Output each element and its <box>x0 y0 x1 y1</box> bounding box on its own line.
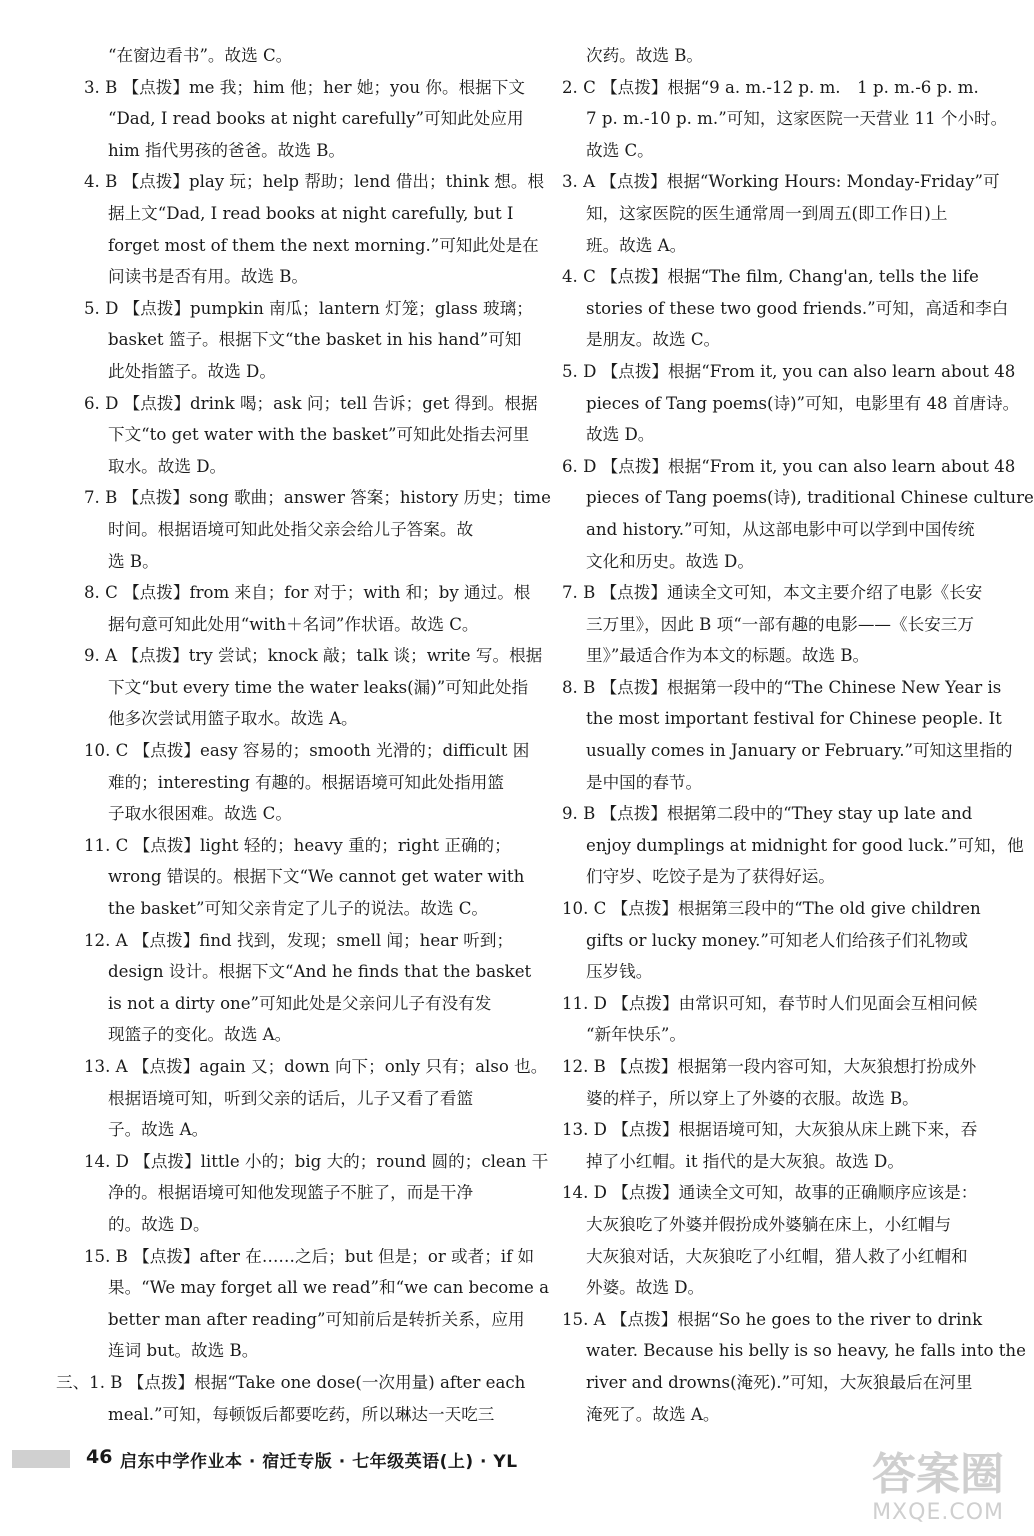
answer-line: 是中国的春节。 <box>586 772 703 792</box>
watermark-site: MXQE.COM <box>872 1500 1004 1525</box>
answer-line: 们守岁、吃饺子是为了获得好运。 <box>586 867 835 887</box>
answer-line: 下文“to get water with the basket”可知此处指去河里 <box>108 425 530 445</box>
answer-line: pieces of Tang poems(诗)”可知，电影里有 48 首唐诗。 <box>586 393 1020 413</box>
answer-line: meal.”可知，每顿饭后都要吃药，所以琳达一天吃三 <box>108 1404 495 1424</box>
answer-line: 3. A 【点拨】根据“Working Hours: Monday-Friday”可 <box>562 172 1000 192</box>
answer-line: pieces of Tang poems(诗), traditional Chinese culture <box>586 488 1034 508</box>
answer-line: 果。“We may forget all we read”和“we can become a <box>108 1278 549 1298</box>
answer-line: 12. B 【点拨】根据第一段内容可知，大灰狼想打扮成外 <box>562 1057 977 1076</box>
answer-line: 取水。故选 D。 <box>108 456 227 476</box>
answer-line: 净的。根据语境可知他发现篮子不脏了，而是干净 <box>108 1183 474 1203</box>
answer-line: basket 篮子。根据下文“the basket in his hand”可知 <box>108 330 522 350</box>
answer-line: 14. D 【点拨】通读全文可知，故事的正确顺序应该是： <box>562 1183 978 1203</box>
answer-line: usually comes in January or February.”可知这里指的 <box>586 741 1013 761</box>
answer-line: 5. D 【点拨】根据“From it, you can also learn about 48 <box>562 361 1016 381</box>
answer-line: 12. A 【点拨】find 找到，发现；smell 闻；hear 听到； <box>84 930 514 950</box>
answer-line: 子取水很困难。故选 C。 <box>108 804 292 824</box>
right-column <box>562 40 1034 1430</box>
answer-line: water. Because his belly is so heavy, he falls into the <box>586 1341 1026 1361</box>
answer-line: 压岁钱。 <box>586 962 653 982</box>
answer-line: 2. C 【点拨】根据“9 a. m.-12 p. m. 1 p. m.-6 p. m. <box>562 77 979 97</box>
answer-line: 10. C 【点拨】easy 容易的；smooth 光滑的；difficult 困 <box>84 741 530 761</box>
answer-line: 4. B 【点拨】play 玩；help 帮助；lend 借出；think 想。根 <box>84 172 545 192</box>
answer-line: 外婆。故选 D。 <box>586 1278 705 1298</box>
answer-line: 7. B 【点拨】song 歌曲；answer 答案；history 历史；time <box>84 488 551 508</box>
answer-line: 6. D 【点拨】根据“From it, you can also learn about 48 <box>562 456 1016 476</box>
answer-line: 是朋友。故选 C。 <box>586 330 721 350</box>
answer-line: 三万里》，因此 B 项“一部有趣的电影——《长安三万 <box>586 614 974 634</box>
answer-line: 7 p. m.-10 p. m.”可知，这家医院一天营业 11 个小时。 <box>586 109 1008 129</box>
left-column <box>56 40 551 1430</box>
answer-line: stories of these two good friends.”可知，高适和李白 <box>586 298 1009 318</box>
answer-line: 现篮子的变化。故选 A。 <box>108 1025 292 1045</box>
answer-line: enjoy dumplings at midnight for good luck.”可知，他 <box>586 835 1024 855</box>
answer-line: 7. B 【点拨】通读全文可知，本文主要介绍了电影《长安 <box>562 583 983 603</box>
answer-line: 大灰狼对话，大灰狼吃了小红帽，猎人救了小红帽和 <box>586 1246 968 1266</box>
watermark <box>828 1450 1004 1530</box>
answer-line: 此处指篮子。故选 D。 <box>108 361 276 381</box>
answer-line: 9. A 【点拨】try 尝试；knock 敲；talk 谈；write 写。根据 <box>84 646 543 666</box>
answer-line: 选 B。 <box>108 551 159 571</box>
answer-line: him 指代男孩的爸爸。故选 B。 <box>108 140 346 160</box>
answer-line: 11. C 【点拨】light 轻的；heavy 重的；right 正确的； <box>84 835 511 855</box>
answer-line: 8. C 【点拨】from 来自；for 对于；with 和；by 通过。根 <box>84 583 531 603</box>
answer-line: 据句意可知此处用“with＋名词”作状语。故选 C。 <box>108 614 479 634</box>
answer-line: 的。故选 D。 <box>108 1214 210 1234</box>
answer-line: 13. A 【点拨】again 又；down 向下；only 只有；also 也。 <box>84 1057 548 1076</box>
answer-line: 10. C 【点拨】根据第三段中的“The old give children <box>562 899 981 919</box>
answer-line: 班。故选 A。 <box>586 235 687 255</box>
answer-line: the basket”可知父亲肯定了儿子的说法。故选 C。 <box>108 899 488 919</box>
answer-line: 问读书是否有用。故选 B。 <box>108 267 308 287</box>
footer-bar <box>12 1450 70 1468</box>
answer-line: 4. C 【点拨】根据“The film, Chang'an, tells the life <box>562 267 979 287</box>
answer-line: 15. A 【点拨】根据“So he goes to the river to drink <box>562 1309 983 1329</box>
watermark-logo: 答案圈 <box>872 1449 1004 1500</box>
answer-line: 据上文“Dad, I read books at night carefully, but I <box>108 203 514 223</box>
answer-line: 次药。故选 B。 <box>586 46 704 65</box>
answer-line: 8. B 【点拨】根据第一段中的“The Chinese New Year is <box>562 677 1002 697</box>
answer-line: 5. D 【点拨】pumpkin 南瓜；lantern 灯笼；glass 玻璃； <box>84 298 533 318</box>
answer-line: 三、1. B 【点拨】根据“Take one dose(一次用量) after each <box>56 1372 526 1392</box>
answer-line: “Dad, I read books at night carefully”可知此处应用 <box>108 109 524 129</box>
answer-line: the most important festival for Chinese people. It <box>586 709 1002 729</box>
book-title: 启东中学作业本 · 宿迁专版 · 七年级英语(上) · YL <box>120 1452 518 1472</box>
answer-line: better man after reading”可知前后是转折关系，应用 <box>108 1309 525 1329</box>
answer-line: 他多次尝试用篮子取水。故选 A。 <box>108 709 358 729</box>
answer-line: is not a dirty one”可知此处是父亲问儿子有没有发 <box>108 993 492 1013</box>
answer-line: 掉了小红帽。it 指代的是大灰狼。故选 D。 <box>586 1151 904 1171</box>
answer-line: forget most of them the next morning.”可知此处是在 <box>108 235 539 255</box>
answer-line: 文化和历史。故选 D。 <box>586 551 754 571</box>
answer-line: “新年快乐”。 <box>586 1025 686 1045</box>
answer-line: 14. D 【点拨】little 小的；big 大的；round 圆的；clean 干 <box>84 1151 549 1171</box>
answer-line: 故选 D。 <box>586 425 655 445</box>
answer-line: 13. D 【点拨】根据语境可知，大灰狼从床上跳下来，吞 <box>562 1120 978 1140</box>
answer-line: 11. D 【点拨】由常识可知，春节时人们见面会互相问候 <box>562 993 978 1013</box>
answer-line: 6. D 【点拨】drink 喝；ask 问；tell 告诉；get 得到。根据 <box>84 393 538 413</box>
answer-line: gifts or lucky money.”可知老人们给孩子们礼物或 <box>586 930 969 950</box>
answer-line: 故选 C。 <box>586 140 654 160</box>
answer-line: 里》”最适合作为本文的标题。故选 B。 <box>586 646 870 666</box>
answer-line: 下文“but every time the water leaks(漏)”可知此处指 <box>108 677 529 697</box>
answer-line: 根据语境可知，听到父亲的话后，儿子又看了看篮 <box>108 1088 474 1108</box>
answer-line: 连词 but。故选 B。 <box>108 1341 259 1361</box>
answer-line: “在窗边看书”。故选 C。 <box>108 46 293 65</box>
answer-line: 9. B 【点拨】根据第二段中的“They stay up late and <box>562 804 973 824</box>
answer-line: 难的；interesting 有趣的。根据语境可知此处指用篮 <box>108 772 504 792</box>
answer-line: 大灰狼吃了外婆并假扮成外婆躺在床上，小红帽与 <box>586 1214 952 1234</box>
answer-line: wrong 错误的。根据下文“We cannot get water with <box>108 867 525 887</box>
answer-line: river and drowns(淹死).”可知，大灰狼最后在河里 <box>586 1372 973 1392</box>
answer-line: 知，这家医院的医生通常周一到周五(即工作日)上 <box>586 203 948 223</box>
answer-line: 15. B 【点拨】after 在……之后；but 但是；or 或者；if 如 <box>84 1246 535 1266</box>
answer-line: 淹死了。故选 A。 <box>586 1404 720 1424</box>
answer-line: 婆的样子，所以穿上了外婆的衣服。故选 B。 <box>586 1088 919 1108</box>
answer-line: 时间。根据语境可知此处指父亲会给儿子答案。故 <box>108 519 474 539</box>
page-number: 46 <box>86 1446 113 1468</box>
answer-line: 子。故选 A。 <box>108 1120 209 1140</box>
answer-line: design 设计。根据下文“And he finds that the basket <box>108 962 532 982</box>
answer-line: and history.”可知，从这部电影中可以学到中国传统 <box>586 519 975 539</box>
answer-line: 3. B 【点拨】me 我；him 他；her 她；you 你。根据下文 <box>84 77 525 97</box>
